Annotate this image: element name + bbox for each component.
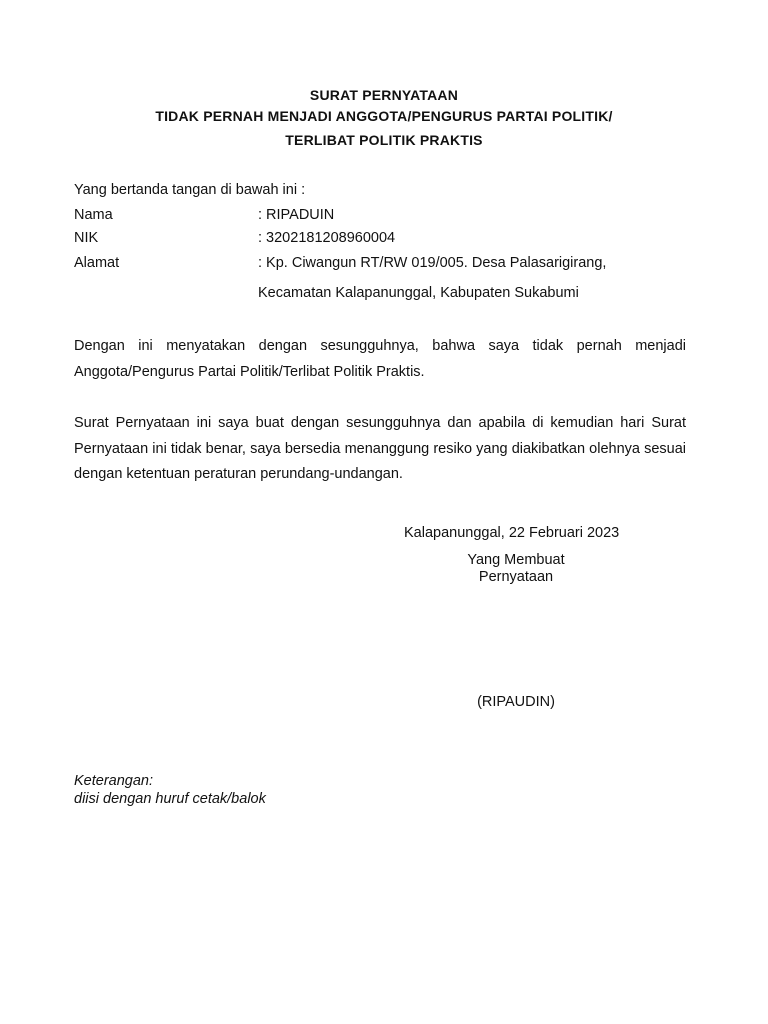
nik-value: : 3202181208960004 [258, 230, 396, 246]
note-label: Keterangan: [74, 773, 154, 789]
alamat-value-continued: Kecamatan Kalapanunggal, Kabupaten Sukabumi [258, 285, 579, 301]
intro-text: Yang bertanda tangan di bawah ini : [74, 182, 306, 198]
alamat-value: : Kp. Ciwangun RT/RW 019/005. Desa Palasarigirang, [258, 255, 607, 271]
signer-name: (RIPAUDIN) [477, 694, 555, 710]
signer-role: Yang Membuat [467, 552, 565, 568]
place-date: Kalapanunggal, 22 Februari 2023 [404, 525, 620, 541]
nama-label: Nama [74, 207, 113, 223]
document-subtitle-line2: TERLIBAT POLITIK PRAKTIS [285, 132, 483, 148]
nik-label: NIK [74, 230, 99, 246]
closing-paragraph: Surat Pernyataan ini saya buat dengan sesungguhnya dan apabila di kemudian hari Surat Pernyataan ini tidak benar, saya bersedia menanggung resiko yang diakibatkan olehnya sesuai dengan ketentuan peraturan perundang-undangan. [74, 415, 686, 482]
statement-paragraph: Dengan ini menyatakan dengan sesungguhnya, bahwa saya tidak pernah menjadi Anggota/Pengurus Partai Politik/Terlibat Politik Praktis. [74, 338, 686, 380]
document-title: SURAT PERNYATAAN [309, 87, 459, 103]
document-subtitle: TIDAK PERNAH MENJADI ANGGOTA/PENGURUS PARTAI POLITIK/ [155, 108, 613, 124]
alamat-label: Alamat [74, 255, 120, 271]
note-text: diisi dengan huruf cetak/balok [74, 791, 266, 807]
signer-role-line2: Pernyataan [478, 569, 554, 585]
nama-value: : RIPADUIN [258, 207, 335, 223]
